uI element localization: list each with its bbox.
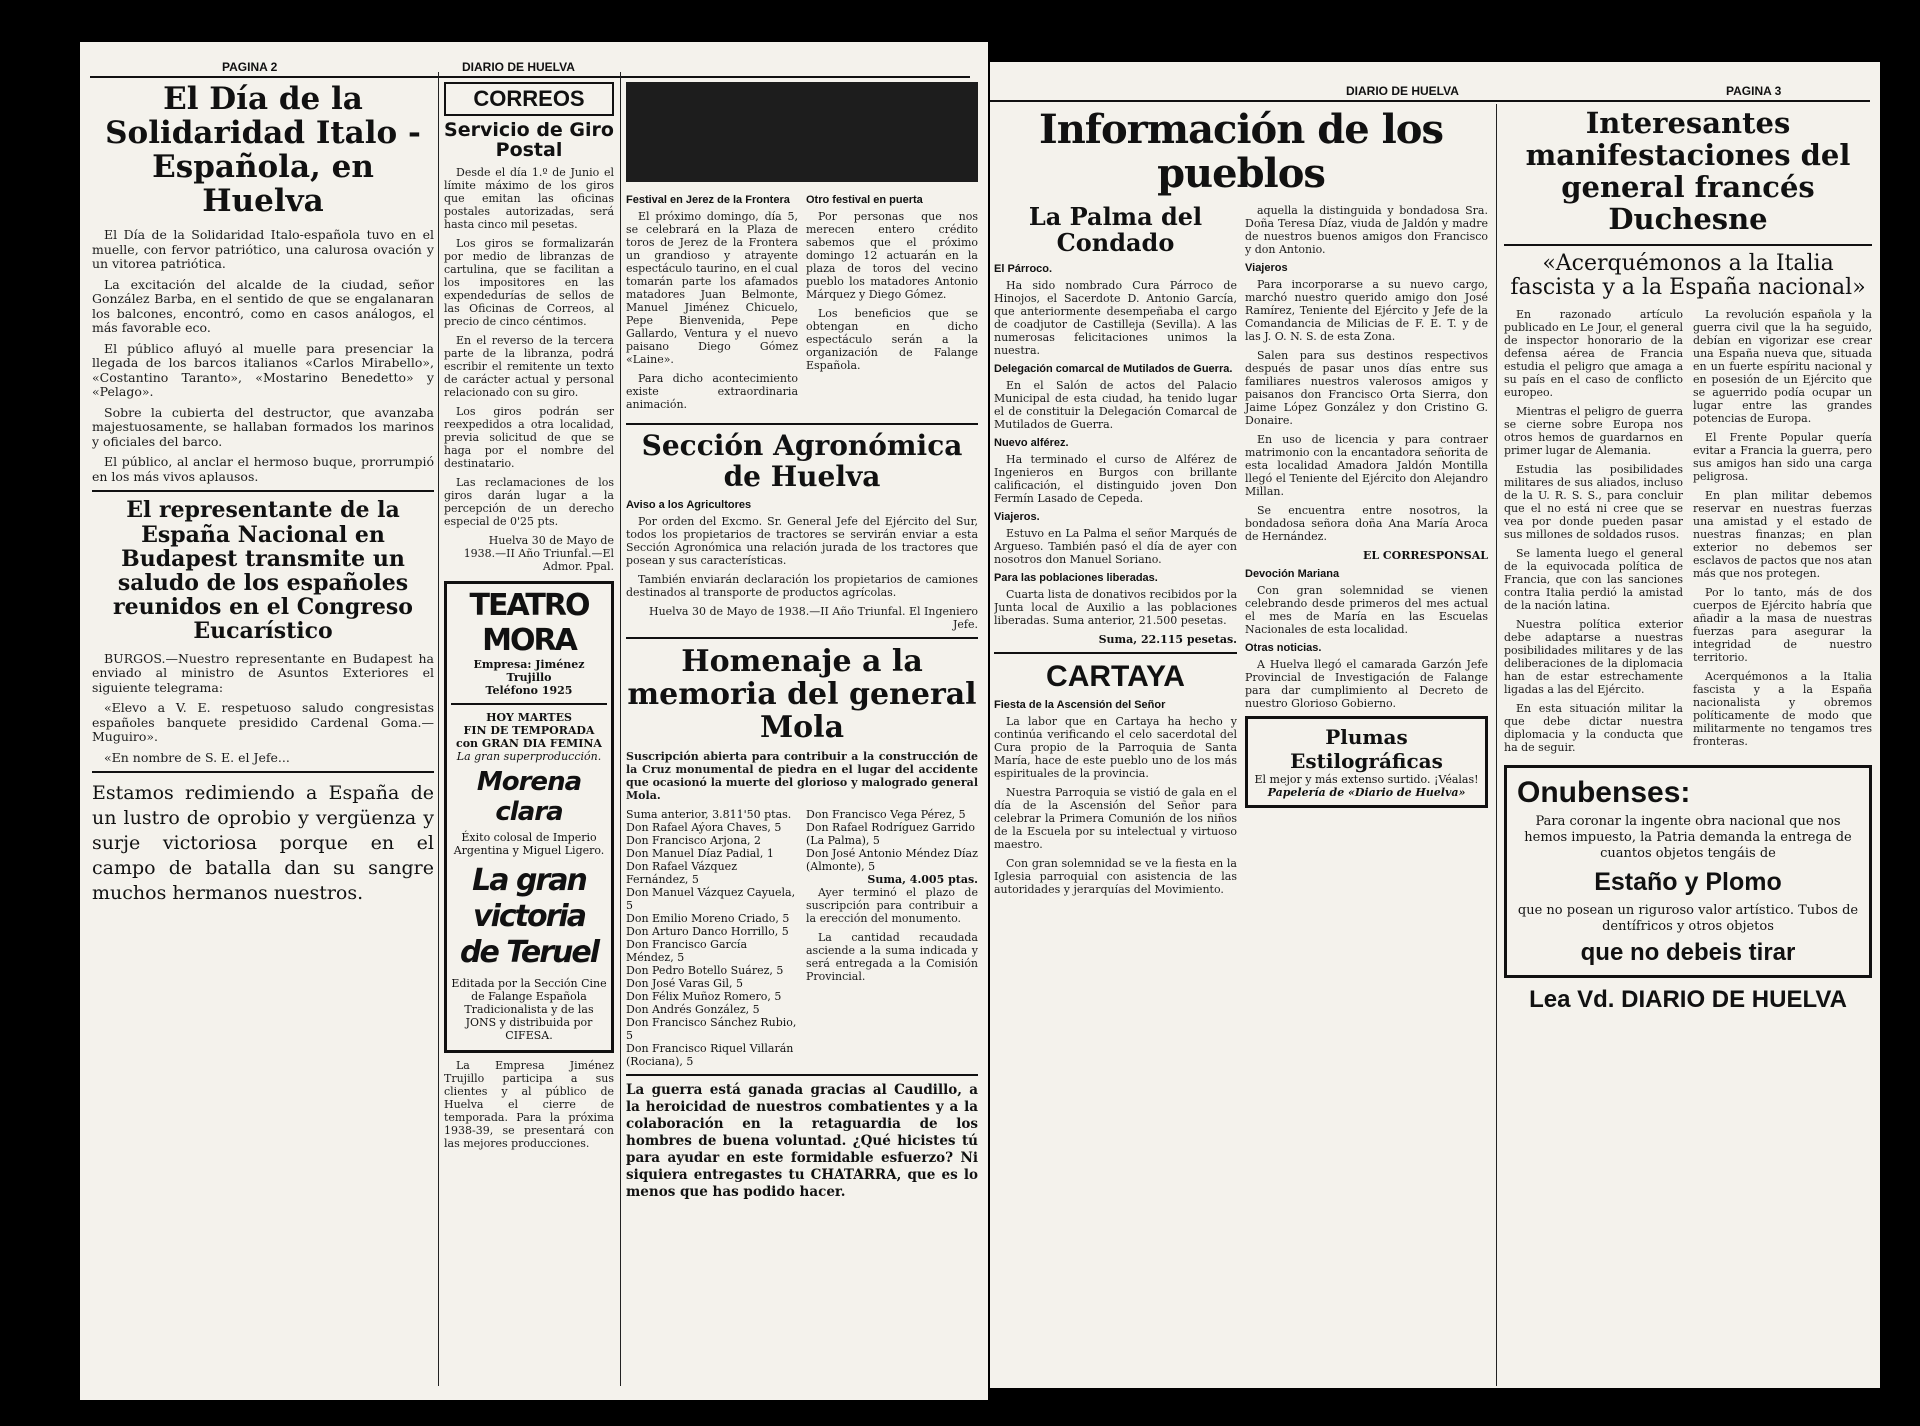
jerez-right-heading: Otro festival en puerta [806, 194, 923, 206]
onubenses-title: Onubenses: [1517, 775, 1691, 809]
duchesne-paragraph: En razonado artículo publicado en Le Jour, el general de inspector honorario de la defensa aérea de Francia estudia el peligro que amaga a su país en el caso de conflicto europeo. [1504, 307, 1683, 399]
teatro-title: TEATRO MORA [469, 588, 589, 658]
mola-sum-total: Suma, 4.005 ptas. [867, 872, 978, 886]
mola-paragraph: Ayer terminó el plazo de suscripción para contribuir a la erección del monumento. [806, 885, 978, 925]
solidaridad-paragraph: Sobre la cubierta del destructor, que avanzaba majestuosamente, se hallaban formados los marinos y oficiales del barco. [92, 404, 434, 449]
cartaya-paragraph: Con gran solemnidad se ve la fiesta en la Iglesia parroquial con asistencia de las autoridades y jerarquías del Movimiento. [994, 856, 1237, 896]
duchesne-paragraph: En plan militar debemos reservar en nuestras fuerzas una amistad y el estado de nuestras finanzas; en plan exterior no debemos ser esclavos de pactos que nos atan más que nos protegen. [1693, 488, 1872, 580]
mola-donor: Don Rafael Vázquez Fernández, 5 [626, 859, 737, 886]
right-page [990, 0, 1920, 1426]
cartaya-headline: CARTAYA [1046, 659, 1185, 693]
onubenses-slogan: que no debeis tirar [1580, 938, 1796, 966]
solidaridad-paragraph: El Día de la Solidaridad Italo-española tuvo en el muelle, con fervor patriótico, una calurosa ovación y un vitorea patriótica. [92, 227, 434, 272]
teatro-super: La gran superproducción. [456, 750, 602, 763]
mola-headline: Homenaje a la memoria del general Mola [627, 643, 977, 745]
teatro-season: FIN DE TEMPORADA con GRAN DIA FEMINA [456, 724, 602, 750]
scan-border-top [0, 0, 988, 42]
correos-column [444, 82, 614, 1400]
duchesne-paragraph: Nuestra política exterior debe adaptarse a nuestras posibilidades militares y de las deliberaciones de la diplomacia han de estar estrechamente ligadas a las del Ejército. [1504, 617, 1683, 696]
mola-lists [626, 808, 978, 1068]
onubenses-ad [1504, 765, 1872, 978]
pueblos-section [994, 104, 1488, 1384]
section-text: En el Salón de actos del Palacio Municipal de esta ciudad, ha tenido lugar el de constituir la Delegación Comarcal de Mutilados de Guerra. [994, 378, 1237, 431]
section-text: Ha terminado el curso de Alférez de Ingenieros en Burgos con brillante calificación, el distinguido joven Don Fermín Lasado de Cepeda. [994, 452, 1237, 505]
mola-donor: Don Félix Muñoz Romero, 5 [626, 989, 782, 1003]
duchesne-paragraph: La revolución española y la guerra civil que la ha seguido, debían en vigorizar ese crear una España nueva que, situada en un fuerte espíritu nacional y en posesión de un Ejército que se aguerrido podía ocupar un lugar entre las grandes potencias de Europa. [1693, 307, 1872, 425]
solidaridad-paragraph: El público afluyó al muelle para presenciar la llegada de los barcos italianos «Carlos Mirabello», «Costantino Taranto», «Mostarino Benedetto» y «Pelago». [92, 340, 434, 400]
teatro-phone: Teléfono 1925 [485, 684, 573, 697]
mola-donor: Don Francisco Vega Pérez, 5 [806, 807, 966, 821]
section-text: Para incorporarse a su nuevo cargo, marchó nuestro querido amigo don José Ramírez, Teniente del Ejército y Jefe de la Comandancia de Milicias de F. E. T. y de las J. O. N. S. de esta Zona. [1245, 278, 1488, 343]
agronomica-paragraph: También enviarán declaración los propietarios de camiones destinados al transporte de productos agrícolas. [626, 572, 978, 599]
jerez-left-heading: Festival en Jerez de la Frontera [626, 194, 790, 206]
la-palma-column [994, 204, 1237, 902]
plumas-title: Plumas Estilográficas [1290, 725, 1443, 773]
header-rule [990, 100, 1870, 102]
masthead: DIARIO DE HUELVA [462, 60, 575, 74]
duchesne-paragraph: Se lamenta luego el general de la equivocada política de Francia, que con las sanciones contra Italia perdió la amistad de la nación latina. [1504, 546, 1683, 612]
solidaridad-headline: El Día de la Solidaridad Italo - Española, en Huelva [105, 81, 421, 220]
agronomica-headline: Sección Agronómica de Huelva [641, 429, 963, 493]
correos-paragraph: Los giros podrán ser reexpedidos a otra localidad, previa solicitud de que se haga por el nombre del destinatario. [444, 405, 614, 470]
scan-border-left [0, 0, 80, 1426]
section-title: El Párroco. [994, 262, 1053, 275]
mola-donor: Don Francisco Arjona, 2 [626, 833, 762, 847]
section-title: Viajeros [1245, 262, 1288, 274]
corresponsal: EL CORRESPONSAL [1362, 549, 1488, 562]
onubenses-text: Para coronar la ingente obra nacional que nos hemos impuesto, la Patria demanda la entrega de cuantos objetos tengáis de [1524, 813, 1852, 861]
section-text: Ha sido nombrado Cura Párroco de Hinojos, el Sacerdote D. Antonio García, que anteriormente desempeñaba el cargo de coadjutor de Castilleja (Sevilla). A las numerosas felicitaciones unimos la nuestra. [994, 278, 1237, 357]
photo-strip [626, 82, 978, 182]
mola-donor: Don José Varas Gil, 5 [626, 976, 743, 990]
divider [92, 771, 434, 773]
mola-donor: Don Pedro Botello Suárez, 5 [626, 963, 784, 977]
divider [626, 423, 978, 425]
column-rule [1496, 104, 1497, 1386]
correos-paragraph: Los giros se formalizarán por medio de libranzas de cartulina, que se facilitan a los impositores en las expendedurías de sellos de las Oficinas de Correos, al precio de cinco céntimos. [444, 237, 614, 328]
plumas-line-2: Papelería de «Diario de Huelva» [1267, 786, 1466, 799]
duchesne-subheadline: «Acerquémonos a la Italia fascista y a la España nacional» [1510, 250, 1866, 300]
teatro-notice: La Empresa Jiménez Trujillo participa a sus clientes y al público de Huelva el cierre de temporada. Para la próxima 1938-39, se presentará con las mejores producciones. [444, 1059, 614, 1150]
teatro-film-2-note: Editada por la Sección Cine de Falange Española Tradicionalista y de las JONS y distribuida por CIFESA. [451, 977, 607, 1042]
section-text: Estuvo en La Palma el señor Marqués de Argueso. También pasó el día de ayer con nosotros don Manuel Soriano. [994, 526, 1237, 566]
budapest-sign: «En nombre de S. E. el Jefe... [104, 749, 290, 765]
mola-donor-list [626, 808, 798, 1068]
mola-paragraph: La cantidad recaudada asciende a la suma indicada y será entregada a la Comisión Provincial. [806, 930, 978, 983]
section-text: Se encuentra entre nosotros, la bondadosa señora doña Ana María Aroca de Hernández. [1245, 504, 1488, 543]
mola-donor: Don Rafael Rodríguez Garrido (La Palma), 5 [806, 820, 975, 847]
budapest-paragraph: «Elevo a V. E. respetuoso saludo congresistas españoles banquete presidido Cardenal Goma.—Muguiro». [92, 700, 434, 744]
teatro-film-1: Morena clara [476, 767, 582, 827]
jerez-paragraph: Los beneficios que se obtengan en dicho espectáculo serán a la organización de Falange Española. [806, 307, 978, 372]
correos-title-box [444, 82, 614, 116]
masthead: DIARIO DE HUELVA [1346, 84, 1459, 98]
cartaya-subheading: Fiesta de la Ascensión del Señor [994, 698, 1166, 711]
onubenses-metal: Estaño y Plomo [1594, 867, 1782, 896]
mola-donor: Don Rafael Aýora Chaves, 5 [626, 820, 782, 834]
mola-donor: Don Manuel Vázquez Cayuela, 5 [626, 885, 796, 912]
duchesne-section [1504, 104, 1872, 1384]
duchesne-paragraph: Por lo tanto, más de dos cuerpos de Ejército habría que añadir a la masa de nuestras fuerzas para asegurar la integridad de nuestro territorio. [1693, 585, 1872, 664]
solidaridad-column [92, 80, 434, 1400]
section-text: aquella la distinguida y bondadosa Sra. Doña Teresa Díaz, viuda de Jaldón y madre de nuestros buenos amigos don Francisco y don Antonio. [1245, 204, 1488, 256]
duchesne-paragraph: Estudia las posibilidades militares de sus aliados, incluso de la U. R. S. S., para concluir que el no está ni cree que se vea por donde pueden pasar sus millones de soldados rusos. [1504, 462, 1683, 541]
cartaya-section-title: Devoción Mariana [1245, 568, 1340, 580]
scan-border-right [1880, 0, 1920, 1426]
section-title: Delegación comarcal de Mutilados de Guerra. [994, 362, 1233, 375]
mola-donor: Don Francisco Sánchez Rubio, 5 [626, 1015, 797, 1042]
divider [994, 652, 1237, 654]
agronomica-sign: Huelva 30 de Mayo de 1938.—II Año Triunfal. El Ingeniero Jefe. [649, 604, 978, 631]
agronomica-paragraph: Por orden del Excmo. Sr. General Jefe del Ejército del Sur, todos los propietarios de tractores se servirán enviar a esta Sección Agronómica una relación jurada de los tractores que posean y sus características. [626, 514, 978, 567]
duchesne-paragraph: Acerquémonos a la Italia fascista y a la España nacionalista y obremos políticamente de modo que militarmente no tengamos tres fronteras. [1693, 669, 1872, 748]
onubenses-text-2: que no posean un riguroso valor artístico. Tubos de dentífricos y otros objetos [1517, 902, 1859, 934]
page-number: PAGINA 3 [1726, 84, 1782, 98]
slogan: Estamos redimiendo a España de un lustro de oprobio y vergüenza y surje victoriosa porque en el campo de batalla dan su sangre muchos hermanos nuestros. [92, 782, 434, 904]
cartaya-paragraph: Nuestra Parroquia se vistió de gala en el día de la Ascensión del Señor para celebrar la Primera Comunión de los niños de la Escuela por su intelectual y virtuoso maestro. [994, 785, 1237, 851]
divider [451, 703, 607, 705]
pueblos-columns [994, 204, 1488, 902]
correos-paragraph: Las reclamaciones de los giros darán lugar a la percepción de un derecho especial de 0'25 pts. [444, 476, 614, 528]
jerez-festival-left [626, 188, 798, 417]
agronomica-notice-heading: Aviso a los Agricultores [626, 498, 752, 511]
cartaya-otras-text: A Huelva llegó el camarada Garzón Jefe Provincial de Investigación de Falange para dar cumplimiento al Decreto de nuestro Glorioso Gobierno. [1245, 658, 1488, 710]
mola-donor: Don Arturo Danco Horrillo, 5 [626, 924, 789, 938]
la-palma-headline: La Palma del Condado [1028, 202, 1203, 258]
mola-donor: Don Emilio Moreno Criado, 5 [626, 911, 790, 925]
budapest-paragraph: BURGOS.—Nuestro representante en Budapest ha enviado al ministro de Asuntos Exteriores el siguiente telegrama: [92, 650, 434, 695]
donations-total: Suma, 22.115 pesetas. [1098, 632, 1237, 646]
guerra-notice: La guerra está ganada gracias al Caudillo, a la heroicidad de nuestros combatientes y a la colaboración en la retaguardia de los hombres de buena voluntad. ¿Qué hicistes tú para ayudar en este formidable esfuerzo? Ni siquiera entregastes tu CHATARRA, que es lo menos que has podido hacer. [626, 1081, 978, 1200]
duchesne-paragraph: En esta situación militar la que debe dictar nuestra diplomacia y la conducta que ha de seguir. [1504, 701, 1683, 754]
page-number: PAGINA 2 [222, 60, 278, 74]
section-title: Viajeros. [994, 510, 1040, 523]
jerez-festivals [626, 188, 978, 417]
mola-donor: Don Andrés González, 5 [626, 1002, 760, 1016]
correos-sign: Huelva 30 de Mayo de 1938.—II Año Triunfal.—El Admor. Ppal. [463, 534, 614, 573]
plumas-ad [1245, 716, 1488, 808]
pueblos-header: Información de los pueblos [1039, 106, 1443, 197]
cartaya-paragraph: La labor que en Cartaya ha hecho y continúa verificando el celo sacerdotal del Cura propio de la Parroquia de Santa María, hace de este pueblo uno de los más espirituales de la provincia. [994, 714, 1237, 780]
mola-donor: Don Francisco García Méndez, 5 [626, 937, 747, 964]
mola-side-column [806, 808, 978, 1068]
jerez-paragraph: Para dicho acontecimiento existe extraordinaria animación. [626, 372, 798, 411]
section-text: En uso de licencia y para contraer matrimonio con la encantadora señorita de esta localidad Amadora Jaldón Montilla llegó el Teniente del Ejército don Alejandro Millan. [1245, 433, 1488, 498]
scan-border-bottom [990, 1388, 1920, 1426]
solidaridad-paragraph: El público, al anclar el hermoso buque, prorrumpió en los más vivos aplausos. [92, 454, 434, 484]
teatro-film-1-note: Éxito colosal de Imperio Argentina y Miguel Ligero. [453, 831, 605, 857]
jerez-festival-right [806, 188, 978, 417]
scan-border-bottom [0, 1400, 988, 1426]
column-rule [438, 72, 439, 1386]
column-rule [620, 72, 621, 1386]
jerez-paragraph: Por personas que nos merecen entero crédito sabemos que el próximo domingo 12 actuarán en la plaza de toros del vecino pueblo los matadores Antonio Márquez y Diego Gómez. [806, 210, 978, 301]
duchesne-body [1504, 308, 1872, 757]
teatro-mora-ad [444, 581, 614, 1053]
jerez-agronomica-column [626, 82, 978, 1400]
header-rule [90, 76, 970, 78]
section-text: Salen para sus destinos respectivos después de pasar unos días entre sus familiares nuestros valerosos amigos y paisanos don Francisco Orta Sierra, don Jaime López González y don Cristino G. Donaire. [1245, 349, 1488, 427]
mola-donor: Don Manuel Díaz Padial, 1 [626, 846, 774, 860]
divider [1504, 244, 1872, 246]
pueblos-column-3 [1245, 204, 1488, 902]
duchesne-headline: Interesantes manifestaciones del general francés Duchesne [1525, 106, 1851, 236]
section-text: Cuarta lista de donativos recibidos por la Junta local de Auxilio a las poblaciones liberadas. Suma anterior, 21.500 pesetas. [994, 587, 1237, 627]
correos-paragraph: Desde el día 1.º de Junio el límite máximo de los giros que emitan las oficinas postales autorizadas, será hasta cinco mil pesetas. [444, 166, 614, 231]
divider [626, 637, 978, 639]
correos-paragraph: En el reverso de la tercera parte de la libranza, podrá escribir el remitente un texto de carácter actual y personal relacionado con su giro. [444, 334, 614, 399]
footer-slogan: Lea Vd. DIARIO DE HUELVA [1529, 985, 1847, 1013]
solidaridad-paragraph: La excitación del alcalde de la ciudad, señor González Barba, en el sentido de que se engalanaran los balcones, encontró, como en casos análogos, el más favorable eco. [92, 276, 434, 336]
mola-sum-prev: Suma anterior, 3.811'50 ptas. [626, 807, 792, 821]
duchesne-paragraph: El Frente Popular quería evitar a Francia la guerra, pero sus amigos han sido una carga peligrosa. [1693, 430, 1872, 483]
budapest-headline: El representante de la España Nacional en Budapest transmite un saludo de los españoles reunidos en el Congreso Eucarístico [113, 497, 413, 645]
mola-donor: Don Francisco Riquel Villarán (Rociana), 5 [626, 1041, 794, 1068]
mola-intro: Suscripción abierta para contribuir a la construcción de la Cruz monumental de piedra en el lugar del accidente que ocasionó la muerte del glorioso y malogrado general Mola. [626, 749, 978, 802]
scan-border-top [990, 0, 1920, 62]
mola-donor: Don José Antonio Méndez Díaz (Almonte), 5 [806, 846, 978, 873]
teatro-film-2: La gran victoria de Teruel [460, 863, 598, 970]
divider [92, 490, 434, 492]
teatro-today: HOY MARTES [486, 711, 572, 724]
jerez-paragraph: El próximo domingo, día 5, se celebrará en la Plaza de toros de Jerez de la Frontera un grandioso y atrayente espectáculo taurino, en el cual tomarán parte los afamados matadores Juan Belmonte, Manuel Jiménez Chicuelo, Pepe Bienvenida, Pepe Gallardo, Ventura y el nuevo paisano Diego Gómez «Laine». [626, 210, 798, 366]
cartaya-otras-title: Otras noticias. [1245, 642, 1322, 654]
teatro-company: Empresa: Jiménez Trujillo [473, 658, 585, 684]
divider [626, 1074, 978, 1076]
correos-subtitle: Servicio de Giro Postal [444, 119, 614, 161]
section-title: Nuevo alférez. [994, 436, 1069, 449]
duchesne-paragraph: Mientras el peligro de guerra se cierne sobre Europa nos otros hemos de guardarnos en primer lugar de Alemania. [1504, 404, 1683, 457]
plumas-line-1: El mejor y más extenso surtido. ¡Véalas! [1254, 773, 1479, 786]
section-title: Para las poblaciones liberadas. [994, 571, 1158, 584]
correos-title: CORREOS [473, 86, 585, 111]
cartaya-section-text: Con gran solemnidad se vienen celebrando desde primeros del mes actual el mes de María en las Escuelas Nacionales de esta localidad. [1245, 584, 1488, 636]
